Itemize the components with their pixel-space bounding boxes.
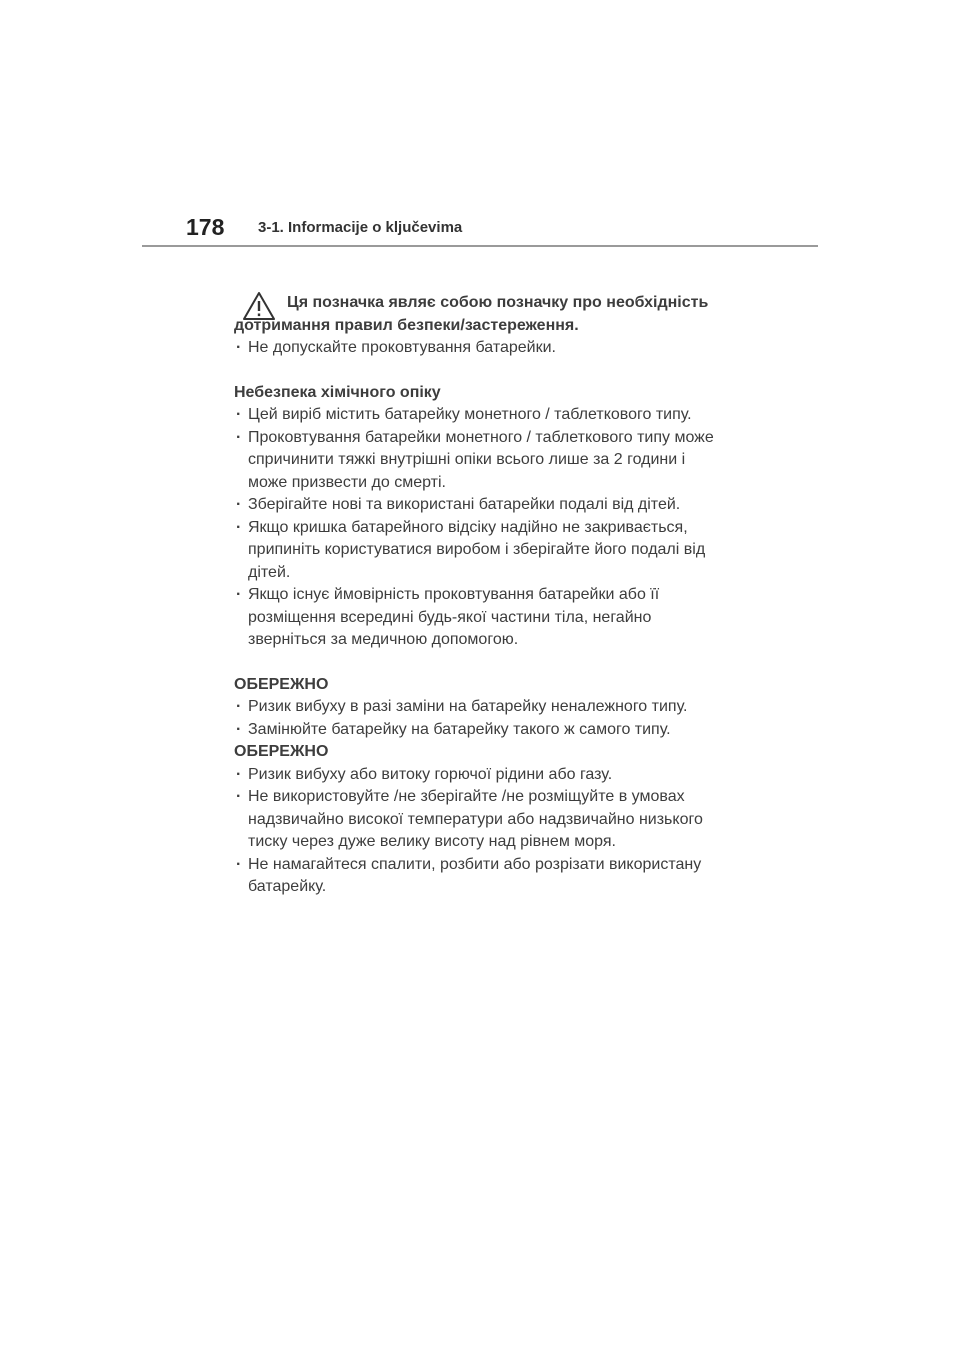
list-item: · Зберігайте нові та використані батарейки подалі від дітей. bbox=[234, 494, 734, 517]
header-divider bbox=[142, 245, 818, 247]
list-item: · Не допускайте проковтування батарейки. bbox=[234, 337, 734, 360]
block2-list bbox=[234, 404, 734, 652]
list-item: · Ризик вибуху в разі заміни на батарейку неналежного типу. bbox=[234, 696, 734, 719]
block4-list bbox=[234, 764, 734, 787]
list-item: · Не намагайтеся спалити, розбити або розрізати використану батарейку. bbox=[234, 854, 734, 899]
list-item: · Якщо кришка батарейного відсіку надійно не закривається, припиніть користуватися виробом і зберігайте його подалі від дітей. bbox=[234, 517, 734, 585]
list-item: · Цей виріб містить батарейку монетного / таблеткового типу. bbox=[234, 404, 734, 427]
list-item: · Ризик вибуху або витоку горючої рідини або газу. bbox=[234, 764, 734, 787]
intro-text-line-2: дотримання правил безпеки/застереження. bbox=[234, 316, 579, 334]
safety-notice bbox=[234, 292, 734, 899]
section-heading-chemical-burn: Небезпека хімічного опіку bbox=[234, 383, 441, 401]
block5-list bbox=[234, 786, 734, 899]
block1-list bbox=[234, 337, 734, 360]
section-heading-caution-1: ОБЕРЕЖНО bbox=[234, 675, 329, 693]
page-number: 178 bbox=[186, 214, 225, 240]
list-item: · Проковтування батарейки монетного / таблеткового типу може спричинити тяжкі внутрішні опіки всього лише за 2 години і може призвести до смерті. bbox=[234, 427, 734, 495]
page-header bbox=[142, 210, 818, 246]
warning-intro bbox=[234, 292, 734, 337]
block3-list bbox=[234, 696, 734, 741]
warning-triangle-icon bbox=[242, 291, 276, 321]
list-item: · Не використовуйте /не зберігайте /не розміщуйте в умовах надзвичайно високої температури або надзвичайно низького тиску через дуже велику висоту над рівнем моря. bbox=[234, 786, 734, 854]
section-title: 3-1. Informacije o ključevima bbox=[258, 219, 463, 236]
list-item: · Замінюйте батарейку на батарейку такого ж самого типу. bbox=[234, 719, 734, 742]
intro-text-line-1: Ця позначка являє собою позначку про необхідність bbox=[287, 294, 709, 311]
section-heading-caution-2: ОБЕРЕЖНО bbox=[234, 743, 329, 760]
list-item: · Якщо існує ймовірність проковтування батарейки або її розміщення всередині будь-якої частини тіла, негайно зверніться за медичною допомогою. bbox=[234, 584, 734, 652]
